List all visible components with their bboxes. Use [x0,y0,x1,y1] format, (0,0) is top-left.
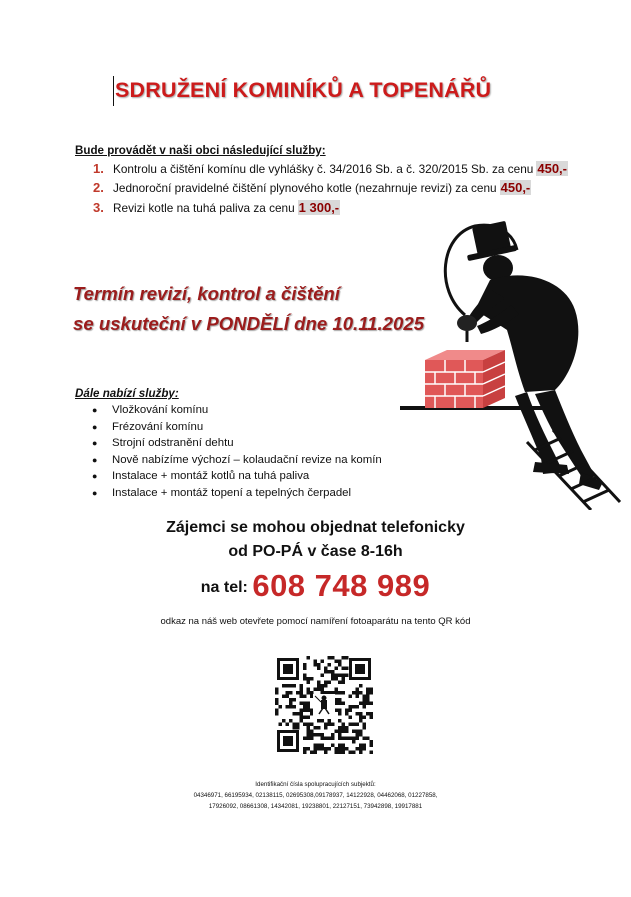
service-price: 450,- [537,161,567,176]
term-line-1: Termín revizí, kontrol a čištění [73,283,340,304]
phone-label: na tel: [200,579,248,596]
list-item: ● Instalace + montáž kotlů na tuhá paliva [92,470,310,482]
list-item-text: Frézování komínu [112,421,204,433]
service-number: 2. [93,180,104,195]
service-text: Revizi kotle na tuhá paliva za cenu [113,201,295,215]
list-item-text: Instalace + montáž kotlů na tuhá paliva [112,470,310,482]
list-item: ● Instalace + montáž topení a tepelných čerpadel [92,487,352,499]
brick-chimney-icon [425,350,507,410]
list-item: ● Vložkování komínu [92,404,209,416]
service-item [93,180,531,195]
phone-line [0,568,631,604]
contact-line-1: Zájemci se mohou objednat telefonicky [166,519,465,536]
ids-line-1: 04346971, 66195934, 02138115, 02695308,09178937, 14122928, 04462068, 01227858, [193,792,438,799]
service-number: 1. [93,161,104,176]
ids-heading: Identifikační čísla spolupracujících subjektů: [255,781,376,788]
page-title: SDRUŽENÍ KOMINÍKŮ A TOPENÁŘŮ [115,78,492,102]
service-text: Kontrolu a čištění komínu dle vyhlášky č. 34/2016 Sb. a č. 320/2015 Sb. za cenu [113,162,534,176]
service-item [93,200,340,215]
text-cursor [113,76,114,106]
list-item-text: Strojní odstranění dehtu [112,437,234,449]
services-intro: Bude provádět v naši obci následující služby: [75,144,326,157]
service-number: 3. [93,200,104,215]
service-price: 450,- [500,180,531,195]
contact-line-2: od PO-PÁ v čase 8-16h [228,543,403,560]
list-item-text: Nově nabízíme výchozí – kolaudační revize na komín [112,454,382,466]
qr-note: odkaz na náš web otevřete pomocí namíření fotoaparátu na tento QR kód [160,616,471,627]
list-item-text: Vložkování komínu [112,404,209,416]
list-item: ● Strojní odstranění dehtu [92,437,234,449]
phone-number[interactable]: 608 748 989 [252,568,431,603]
service-price: 1 300,- [298,200,340,215]
list-item-text: Instalace + montáž topení a tepelných čerpadel [112,487,352,499]
service-item [93,161,568,176]
list-item: ● Nově nabízíme výchozí – kolaudační revize na komín [92,454,382,466]
list-item: ● Frézování komínu [92,421,204,433]
qr-code-icon[interactable] [275,656,373,754]
service-text: Jednoroční pravidelné čištění plynového kotle (nezahrnuje revizi) za cenu [113,181,497,195]
brush-icon [457,315,477,331]
more-services-heading: Dále nabízí služby: [75,387,179,400]
ids-line-2: 17926092, 08661308, 14342081, 19238801, 22127151, 73942898, 19917881 [208,803,423,810]
term-line-2: se uskuteční v PONDĚLÍ dne 10.11.2025 [73,313,425,334]
